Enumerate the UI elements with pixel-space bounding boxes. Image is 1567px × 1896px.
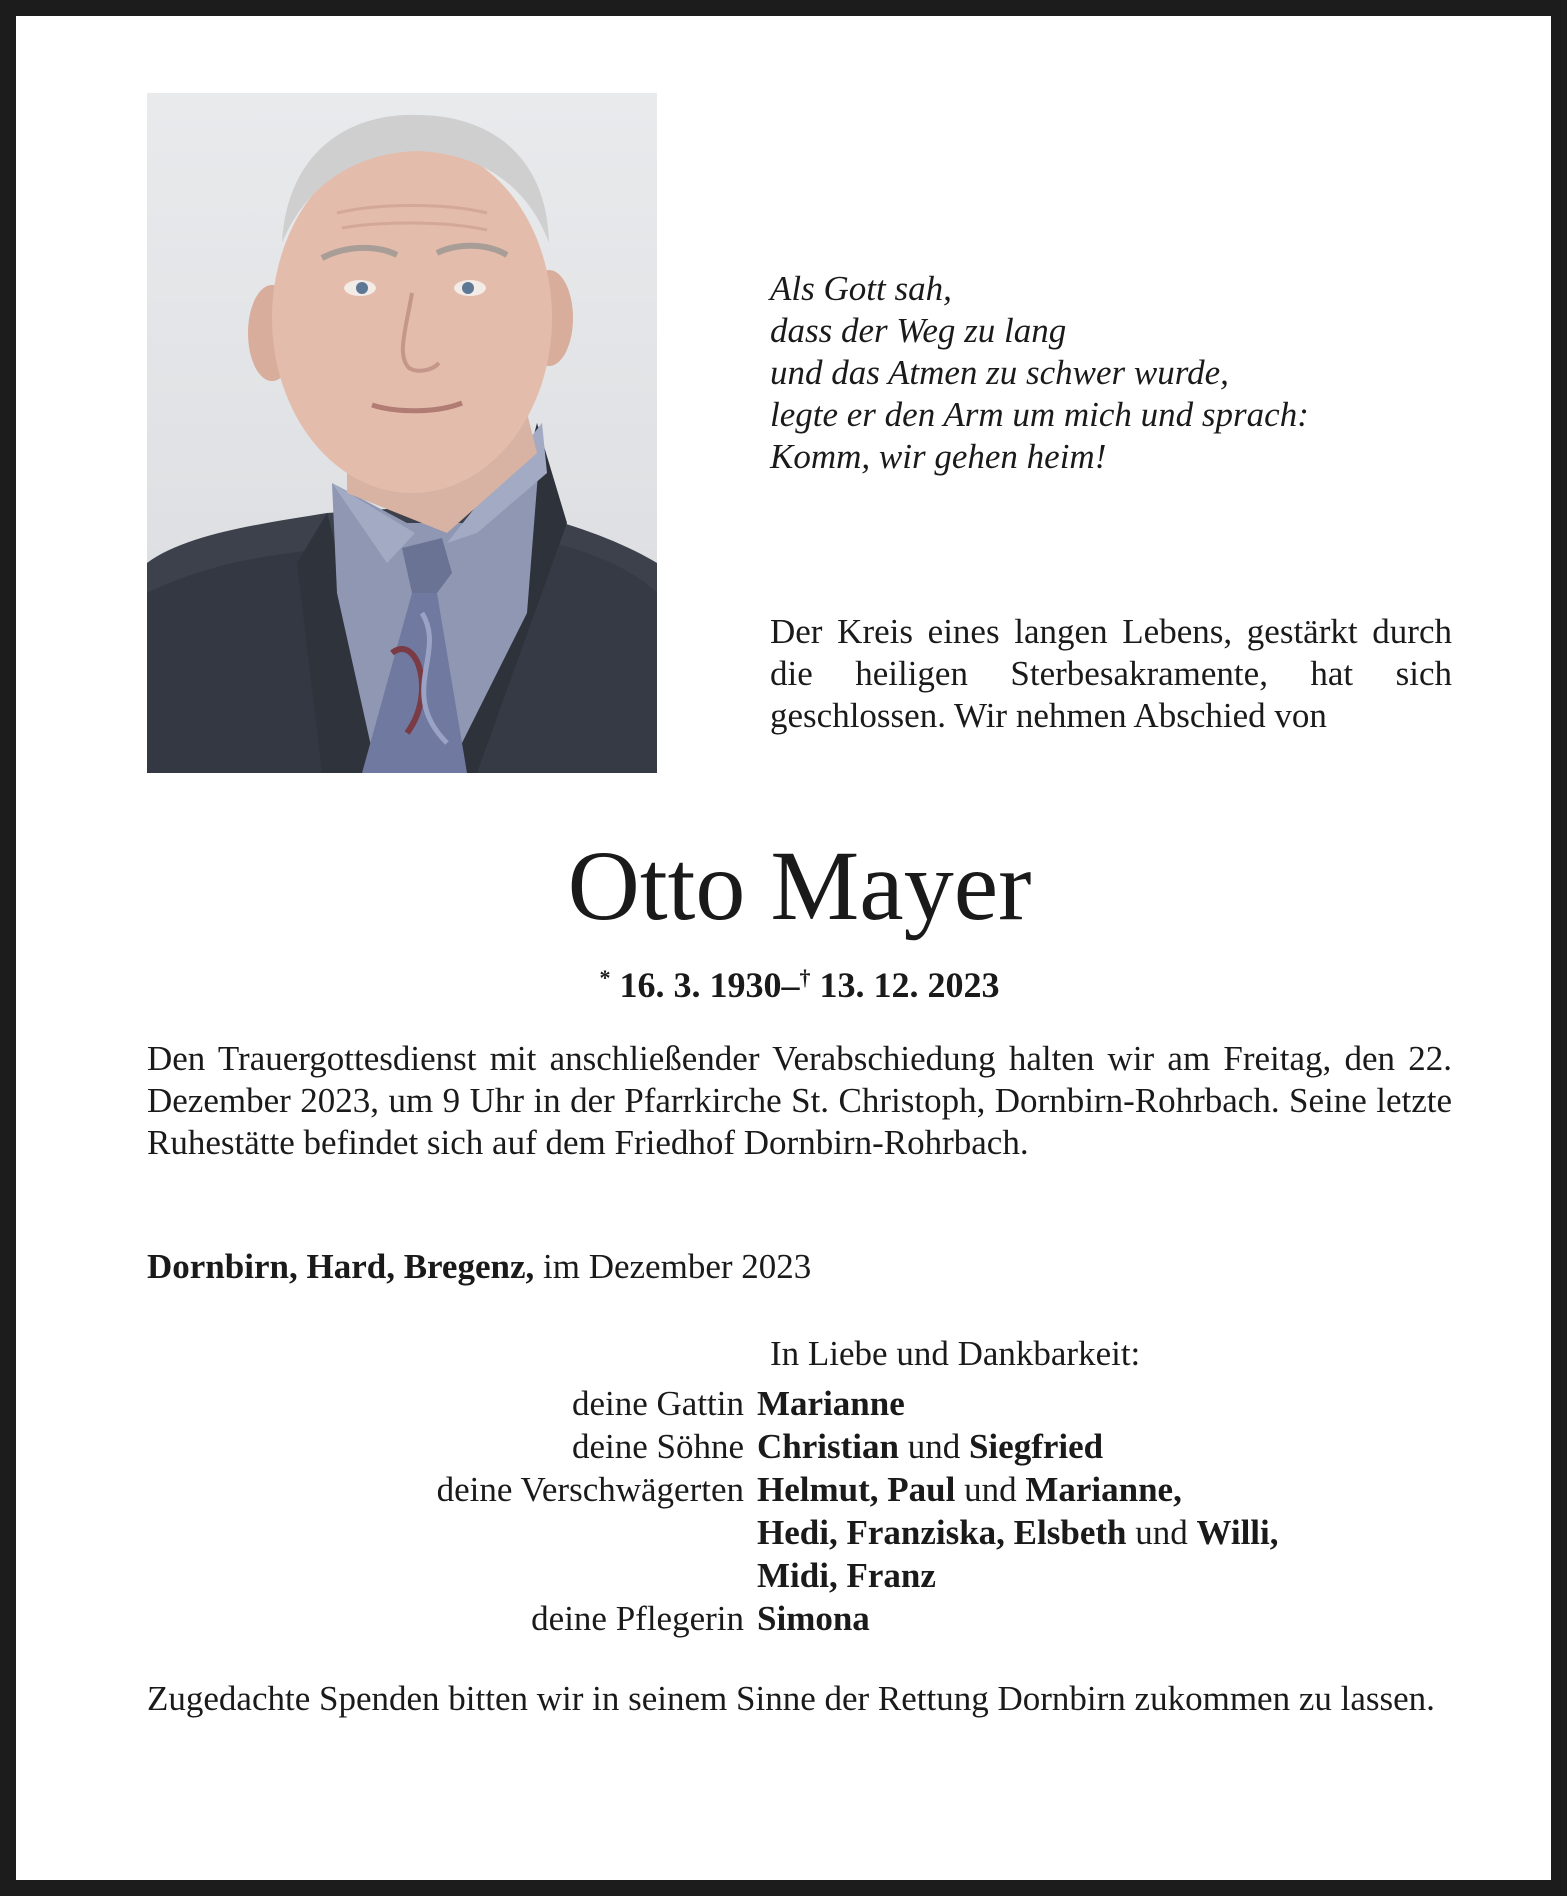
conjunction: und	[898, 1427, 969, 1466]
place-and-date	[147, 1246, 1452, 1288]
mourner-name: Siegfried	[968, 1427, 1104, 1466]
mourner-row	[147, 1511, 1452, 1554]
deceased-name: Otto Mayer	[567, 830, 1032, 941]
mourner-name: Marianne	[757, 1384, 905, 1423]
mourner-row	[147, 1554, 1452, 1597]
intro-text: Der Kreis eines langen Lebens, gestärkt durch die heiligen Sterbesakramente, hat sich geschlossen. Wir nehmen Abschied von	[770, 612, 1452, 735]
poem-line: und das Atmen zu schwer wurde,	[770, 353, 1229, 392]
mourner-role-empty	[147, 1511, 757, 1554]
mourner-name: Marianne,	[1025, 1470, 1182, 1509]
mourner-name: Helmut, Paul	[757, 1470, 956, 1509]
poem-line: legte er den Arm um mich und sprach:	[770, 395, 1309, 434]
mourner-role: deine Pflegerin	[531, 1599, 744, 1638]
towns: Dornbirn, Hard, Bregenz,	[147, 1247, 535, 1286]
mourner-names	[757, 1554, 1452, 1597]
conjunction: und	[1126, 1513, 1197, 1552]
mourner-names	[757, 1425, 1452, 1468]
mourner-name: Hedi, Franziska, Elsbeth	[757, 1513, 1127, 1552]
mourner-name: Christian	[757, 1427, 899, 1466]
poem-line: Komm, wir gehen heim!	[770, 437, 1107, 476]
mourner-name: Simona	[757, 1599, 870, 1638]
date-separator: –	[781, 965, 800, 1005]
mourner-row	[147, 1597, 1452, 1640]
death-date: 13. 12. 2023	[819, 965, 1000, 1005]
mourner-name: Willi,	[1196, 1513, 1279, 1552]
service-details: Den Trauergottesdienst mit anschließender Verabschiedung halten wir am Freitag, den 22. Dezember 2023, um 9 Uhr in der Pfarrkirche St. Christoph, Dornbirn-Rohrbach. Seine letzte Ruhestätte befindet sich auf dem Friedhof Dornbirn-Rohrbach.	[147, 1039, 1452, 1162]
birth-date: 16. 3. 1930	[619, 965, 782, 1005]
mourner-row	[147, 1425, 1452, 1468]
notice-date: im Dezember 2023	[534, 1247, 812, 1286]
mourner-row	[147, 1382, 1452, 1425]
life-dates	[16, 956, 1567, 1007]
death-symbol: †	[799, 965, 811, 990]
birth-symbol: *	[599, 965, 611, 990]
mourner-names	[757, 1511, 1452, 1554]
mourner-role: deine Verschwägerten	[436, 1470, 744, 1509]
portrait-photo	[147, 93, 657, 773]
mourner-row	[147, 1468, 1452, 1511]
thanks-line: In Liebe und Dankbarkeit:	[770, 1334, 1141, 1373]
poem	[770, 268, 1470, 478]
mourner-name: Midi, Franz	[757, 1556, 936, 1595]
portrait-illustration	[147, 93, 657, 773]
poem-line: dass der Weg zu lang	[770, 311, 1067, 350]
mourner-role: deine Gattin	[571, 1384, 744, 1423]
conjunction: und	[955, 1470, 1026, 1509]
mourner-names	[757, 1468, 1452, 1511]
poem-line: Als Gott sah,	[770, 269, 952, 308]
mourners-list	[147, 1382, 1452, 1640]
mourner-names	[757, 1597, 1452, 1640]
mourner-role: deine Söhne	[571, 1427, 744, 1466]
donations-note: Zugedachte Spenden bitten wir in seinem Sinne der Rettung Dornbirn zukommen zu lassen.	[147, 1679, 1435, 1718]
mourner-role-empty	[147, 1554, 757, 1597]
mourner-names	[757, 1382, 1452, 1425]
